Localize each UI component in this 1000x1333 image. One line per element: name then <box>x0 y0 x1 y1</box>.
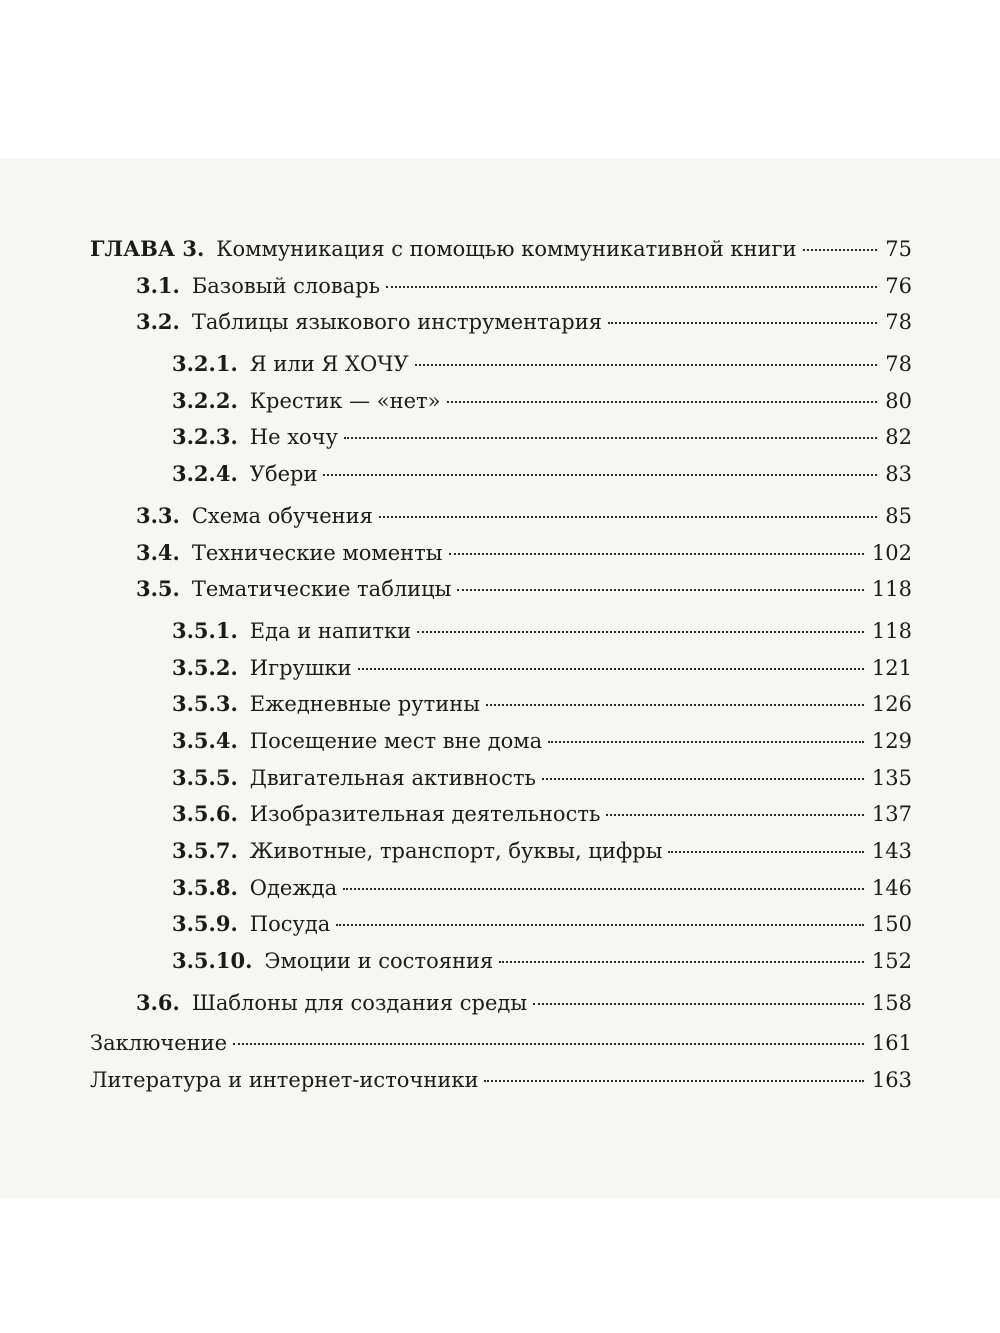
toc-entry-title: Базовый словарь <box>191 273 381 298</box>
toc-entry-number: 3.4. <box>136 539 180 565</box>
toc-entry-title: Шаблоны для создания среды <box>191 990 528 1015</box>
toc-entry-3-5 <box>90 576 912 613</box>
toc-entry-page: 121 <box>871 655 912 680</box>
dot-leader <box>358 668 864 670</box>
toc-entry-title: Ежедневные рутины <box>249 692 480 717</box>
toc-entry-conclusion <box>90 1031 912 1068</box>
dot-leader <box>233 1043 864 1045</box>
toc-entry-3-3 <box>90 503 912 540</box>
dot-leader <box>323 474 877 476</box>
toc-entry-3-2 <box>90 309 912 346</box>
toc-entry-3-5-8 <box>90 875 912 912</box>
toc-entry-3-5-5 <box>90 765 912 802</box>
toc-entry-number: 3.2.2. <box>172 387 238 413</box>
dot-leader <box>343 888 864 890</box>
dot-leader <box>417 631 864 633</box>
toc-entry-page: 80 <box>885 388 912 413</box>
toc-entry-3-1 <box>90 273 912 310</box>
dot-leader <box>533 1003 864 1005</box>
dot-leader <box>608 322 877 324</box>
toc-entry-number: 3.3. <box>136 502 180 528</box>
toc-entry-page: 137 <box>871 802 912 827</box>
toc-entry-page: 150 <box>871 912 912 937</box>
toc-entry-page: 82 <box>885 425 912 450</box>
toc-entry-3-5-6 <box>90 801 912 838</box>
toc-entry-3-5-10 <box>90 948 912 985</box>
toc-entry-title: Посуда <box>249 912 331 937</box>
toc-entry-page: 76 <box>885 273 912 298</box>
toc-entry-3-2-4 <box>90 461 912 498</box>
toc-entry-title: Изобразительная деятельность <box>249 802 601 827</box>
toc-entry-title: Убери <box>249 462 318 487</box>
toc-entry-number: 3.5.2. <box>172 654 238 680</box>
dot-leader <box>803 249 878 251</box>
dot-leader <box>484 1080 863 1082</box>
toc-entry-3-5-9 <box>90 911 912 948</box>
toc-entry-3-2-1 <box>90 351 912 388</box>
toc-entry-page: 118 <box>871 618 912 643</box>
toc-entry-number: 3.2. <box>136 309 180 335</box>
dot-leader <box>542 778 864 780</box>
toc-entry-title: Литература и интернет-источники <box>90 1068 479 1093</box>
toc-entry-number: 3.5.4. <box>172 727 238 753</box>
toc-entry-page: 78 <box>885 352 912 377</box>
dot-leader <box>457 589 864 591</box>
dot-leader <box>379 516 877 518</box>
toc-entry-3-5-1 <box>90 618 912 655</box>
toc-entry-page: 102 <box>871 540 912 565</box>
toc-entry-3-5-7 <box>90 838 912 875</box>
toc-entry-number: 3.6. <box>136 989 180 1015</box>
toc-entry-number: 3.5.9. <box>172 911 238 937</box>
dot-leader <box>606 814 864 816</box>
dot-leader <box>415 364 878 366</box>
toc-entry-title: Животные, транспорт, буквы, цифры <box>249 839 663 863</box>
toc-entry-3-6 <box>90 990 912 1027</box>
toc-entry-title: Я или Я ХОЧУ <box>249 352 409 377</box>
toc-entry-3-2-3 <box>90 424 912 461</box>
toc-entry-title: Заключение <box>90 1031 228 1056</box>
toc-entry-title: Эмоции и состояния <box>264 949 494 974</box>
toc-entry-number: 3.2.4. <box>172 461 238 487</box>
toc-entry-title: Еда и напитки <box>249 618 412 643</box>
toc-entry-page: 143 <box>871 839 912 863</box>
toc-entry-page: 129 <box>871 728 912 753</box>
toc-entry-page: 126 <box>871 692 912 717</box>
toc-entry-page: 158 <box>871 990 912 1015</box>
dot-leader <box>548 741 864 743</box>
toc-entry-page: 83 <box>885 462 912 487</box>
toc-entry-title: Одежда <box>249 875 338 900</box>
toc-entry-page: 163 <box>871 1068 912 1093</box>
toc-entry-page: 152 <box>871 949 912 974</box>
dot-leader <box>386 286 877 288</box>
toc-entry-chapter-3 <box>90 236 912 273</box>
dot-leader <box>449 553 864 555</box>
toc-entry-number: 3.5.3. <box>172 691 238 717</box>
toc-entry-number: 3.2.3. <box>172 424 238 450</box>
toc-entry-title: Коммуникация с помощью коммуникативной книги <box>216 237 797 261</box>
toc-entry-page: 78 <box>885 310 912 335</box>
toc-entry-title: Технические моменты <box>191 540 443 565</box>
toc-entry-3-4 <box>90 540 912 577</box>
toc-entry-title: Не хочу <box>249 425 338 450</box>
toc-entry-number: 3.5.1. <box>172 617 238 643</box>
toc-entry-number: 3.5. <box>136 576 180 602</box>
dot-leader <box>336 924 864 926</box>
toc-entry-number: 3.2.1. <box>172 351 238 377</box>
dot-leader <box>668 851 863 853</box>
toc-entry-page: 135 <box>871 765 912 790</box>
toc-entry-title: Двигательная активность <box>249 765 536 790</box>
toc-entry-number: 3.5.5. <box>172 764 238 790</box>
toc-entry-page: 118 <box>871 577 912 602</box>
toc-entry-title: Таблицы языкового инструментария <box>191 310 602 335</box>
toc-entry-page: 161 <box>871 1031 912 1056</box>
toc-entry-3-5-3 <box>90 691 912 728</box>
dot-leader <box>447 401 878 403</box>
dot-leader <box>344 437 877 439</box>
toc-entry-number: 3.1. <box>136 272 180 298</box>
toc-entry-title: Посещение мест вне дома <box>249 728 543 753</box>
toc-entry-title: Тематические таблицы <box>191 577 452 602</box>
toc-entry-title: Игрушки <box>249 655 352 680</box>
toc-entry-3-2-2 <box>90 388 912 425</box>
toc-entry-references <box>90 1068 912 1105</box>
toc-entry-title: Крестик — «нет» <box>249 388 441 413</box>
toc-entry-number: 3.5.7. <box>172 838 238 863</box>
table-of-contents <box>90 236 912 1105</box>
toc-entry-page: 75 <box>885 237 912 261</box>
toc-entry-page: 146 <box>871 875 912 900</box>
dot-leader <box>486 704 864 706</box>
toc-entry-3-5-2 <box>90 655 912 692</box>
toc-entry-number: 3.5.10. <box>172 948 253 974</box>
toc-entry-title: Схема обучения <box>191 503 373 528</box>
toc-entry-3-5-4 <box>90 728 912 765</box>
toc-entry-number: ГЛАВА 3. <box>90 236 205 261</box>
toc-entry-number: 3.5.8. <box>172 874 238 900</box>
dot-leader <box>499 961 864 963</box>
toc-entry-page: 85 <box>885 503 912 528</box>
toc-entry-number: 3.5.6. <box>172 801 238 827</box>
